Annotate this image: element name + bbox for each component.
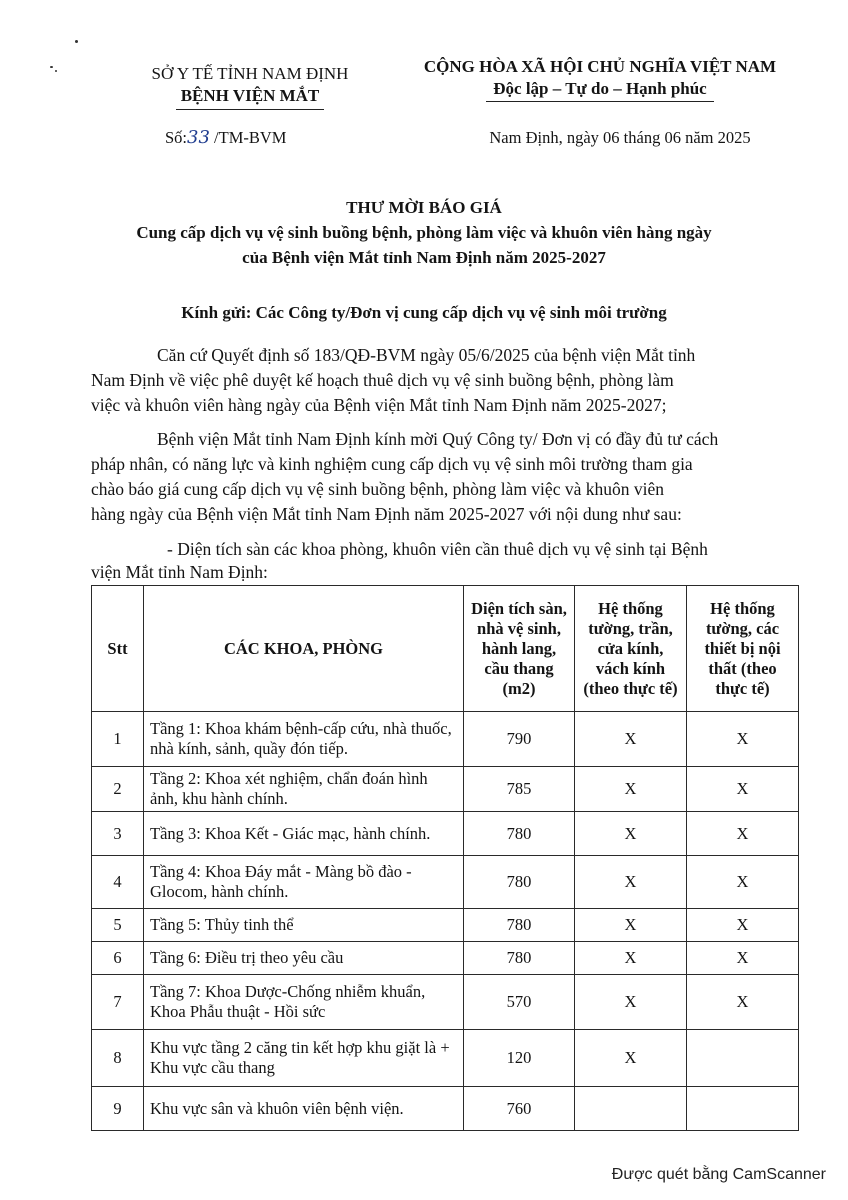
cell-furniture-mark: X: [687, 856, 799, 909]
cell-area: 780: [464, 812, 575, 856]
paragraph-3-line-2: viện Mắt tỉnh Nam Định:: [91, 562, 268, 582]
cell-department: Tầng 2: Khoa xét nghiệm, chẩn đoán hình ảnh, khu hành chính.: [144, 767, 464, 812]
paragraph-3: [91, 537, 811, 582]
table-row: [92, 942, 799, 975]
cell-department: Tầng 3: Khoa Kết - Giác mạc, hành chính.: [144, 812, 464, 856]
table-row: [92, 856, 799, 909]
scan-speck: [75, 40, 78, 43]
paragraph-2-line-3: chào báo giá cung cấp dịch vụ vệ sinh buồng bệnh, phòng làm việc và khuôn viên: [91, 479, 664, 499]
cell-walls-mark: X: [575, 909, 687, 942]
motto-underline: [486, 101, 714, 102]
paragraph-1-line-2: Nam Định về việc phê duyệt kế hoạch thuê dịch vụ vệ sinh buồng bệnh, phòng làm: [91, 370, 674, 390]
cell-stt: 3: [92, 812, 144, 856]
cell-department: Khu vực tầng 2 căng tin kết hợp khu giặt là + Khu vực cầu thang: [144, 1030, 464, 1087]
paragraph-2-line-1: Bệnh viện Mắt tỉnh Nam Định kính mời Quý Công ty/ Đơn vị có đầy đủ tư cách: [157, 429, 719, 449]
cell-department: Tầng 1: Khoa khám bệnh-cấp cứu, nhà thuốc, nhà kính, sảnh, quầy đón tiếp.: [144, 712, 464, 767]
cell-department: Tầng 7: Khoa Dược-Chống nhiễm khuẩn, Khoa Phẫu thuật - Hồi sức: [144, 975, 464, 1030]
cell-area: 790: [464, 712, 575, 767]
paragraph-3-line-1: - Diện tích sàn các khoa phòng, khuôn viên cần thuê dịch vụ vệ sinh tại Bệnh: [167, 539, 708, 559]
header-departments: CÁC KHOA, PHÒNG: [144, 586, 464, 712]
table-row: [92, 767, 799, 812]
cell-stt: 5: [92, 909, 144, 942]
table-row: [92, 1087, 799, 1131]
paragraph-1-line-1: Căn cứ Quyết định số 183/QĐ-BVM ngày 05/6/2025 của bệnh viện Mắt tỉnh: [157, 345, 696, 365]
cell-walls-mark: X: [575, 1030, 687, 1087]
cell-area: 120: [464, 1030, 575, 1087]
cell-furniture-mark: X: [687, 975, 799, 1030]
document-title: THƯ MỜI BÁO GIÁ: [346, 198, 502, 217]
hospital-name: BỆNH VIỆN MẮT: [180, 86, 320, 105]
cell-department: Tầng 5: Thủy tinh thể: [144, 909, 464, 942]
cell-stt: 1: [92, 712, 144, 767]
number-suffix: /TM-BVM: [209, 128, 287, 147]
cell-area: 570: [464, 975, 575, 1030]
cell-furniture-mark: [687, 1030, 799, 1087]
cell-walls-mark: X: [575, 712, 687, 767]
national-motto: Độc lập – Tự do – Hạnh phúc: [493, 79, 707, 98]
cell-department: Tầng 6: Điều trị theo yêu cầu: [144, 942, 464, 975]
document-subtitle-1: Cung cấp dịch vụ vệ sinh buồng bệnh, phòng làm việc và khuôn viên hàng ngày: [136, 223, 712, 242]
table-row: [92, 909, 799, 942]
cell-area: 785: [464, 767, 575, 812]
issuing-authority: SỞ Y TẾ TỈNH NAM ĐỊNH: [151, 64, 349, 83]
cell-area: 780: [464, 942, 575, 975]
cell-furniture-mark: X: [687, 712, 799, 767]
cell-department: Tầng 4: Khoa Đáy mắt - Màng bồ đào - Glocom, hành chính.: [144, 856, 464, 909]
paragraph-1-line-3: việc và khuôn viên hàng ngày của Bệnh viện Mắt tỉnh Nam Định năm 2025-2027;: [91, 395, 667, 415]
scan-speck: [55, 70, 57, 72]
header-walls-ceilings-glass: Hệ thống tường, trần, cửa kính, vách kính (theo thực tế): [575, 586, 687, 712]
cell-area: 780: [464, 909, 575, 942]
scan-speck: [50, 66, 53, 68]
cell-stt: 2: [92, 767, 144, 812]
number-prefix: Số:: [165, 128, 188, 147]
header-walls-furniture: Hệ thống tường, các thiết bị nội thất (theo thực tế): [687, 586, 799, 712]
cell-area: 780: [464, 856, 575, 909]
cell-department: Khu vực sân và khuôn viên bệnh viện.: [144, 1087, 464, 1131]
paragraph-1: [91, 343, 811, 418]
cell-stt: 6: [92, 942, 144, 975]
handwritten-number: 33: [187, 127, 210, 148]
paragraph-2-line-4: hàng ngày của Bệnh viện Mắt tỉnh Nam Định năm 2025-2027 với nội dung như sau:: [91, 504, 682, 524]
cell-stt: 8: [92, 1030, 144, 1087]
table-row: [92, 975, 799, 1030]
hospital-name-underline: [176, 109, 324, 110]
scanner-watermark: Được quét bằng CamScanner: [611, 1166, 826, 1183]
cell-stt: 7: [92, 975, 144, 1030]
cell-area: 760: [464, 1087, 575, 1131]
table-row: [92, 812, 799, 856]
header-floor-area: Diện tích sàn, nhà vệ sinh, hành lang, cầu thang (m2): [464, 586, 575, 712]
cell-walls-mark: X: [575, 767, 687, 812]
cell-furniture-mark: X: [687, 909, 799, 942]
table-row: [92, 712, 799, 767]
paragraph-2: [91, 427, 811, 527]
cell-furniture-mark: X: [687, 812, 799, 856]
paragraph-2-line-2: pháp nhân, có năng lực và kinh nghiệm cung cấp dịch vụ vệ sinh môi trường tham gia: [91, 454, 693, 474]
cell-stt: 9: [92, 1087, 144, 1131]
table-header-row: [92, 586, 799, 712]
cell-walls-mark: X: [575, 975, 687, 1030]
issue-date: Nam Định, ngày 06 tháng 06 năm 2025: [489, 128, 751, 147]
greeting: Kính gửi: Các Công ty/Đơn vị cung cấp dịch vụ vệ sinh môi trường: [181, 303, 667, 322]
cell-stt: 4: [92, 856, 144, 909]
cell-walls-mark: X: [575, 942, 687, 975]
cell-furniture-mark: X: [687, 942, 799, 975]
cell-walls-mark: X: [575, 856, 687, 909]
cell-furniture-mark: [687, 1087, 799, 1131]
table-row: [92, 1030, 799, 1087]
document-number: [165, 127, 286, 148]
area-table: [91, 585, 799, 1131]
header-stt: Stt: [92, 586, 144, 712]
document-subtitle-2: của Bệnh viện Mắt tỉnh Nam Định năm 2025-2027: [242, 248, 606, 267]
cell-walls-mark: [575, 1087, 687, 1131]
national-title: CỘNG HÒA XÃ HỘI CHỦ NGHĨA VIỆT NAM: [423, 57, 777, 76]
cell-walls-mark: X: [575, 812, 687, 856]
cell-furniture-mark: X: [687, 767, 799, 812]
